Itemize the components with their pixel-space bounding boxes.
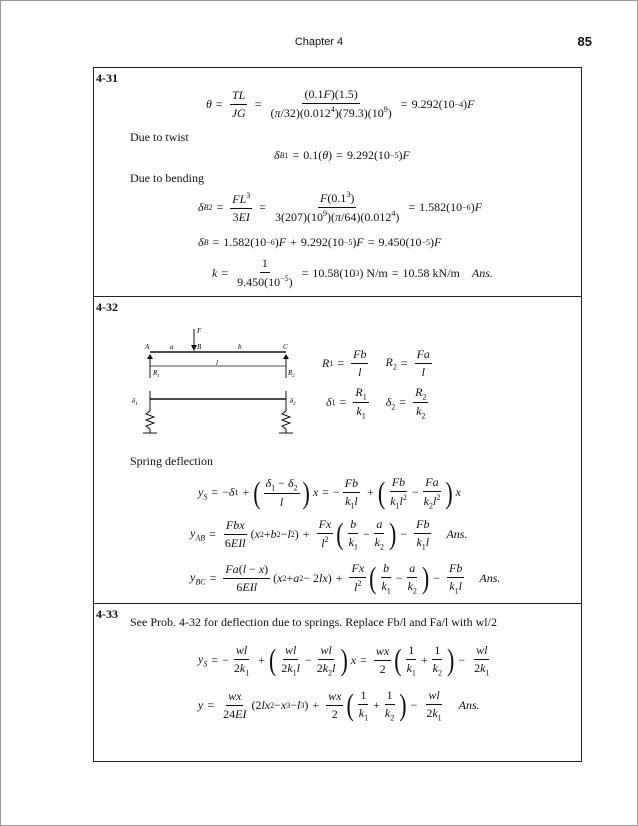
label-delta2: $\delta_2$ bbox=[290, 397, 296, 407]
label-A: A bbox=[145, 343, 150, 351]
beam-spring-figure bbox=[128, 323, 308, 447]
equation-delta-b2: δ B2 = $\frac{FL^3}{3EI}$ = $\frac{F(0.1^3)}{3(207)(10^9)(\pi/64)(0.012^4)}$ = 1.582(10 −6 ) F bbox=[198, 190, 483, 224]
problem-4-32-panel bbox=[93, 296, 582, 604]
equation-ys: $y_S$ = − δ 1 + ( $\frac{\delta_1 - \delta_2}{l}$ ) x = − $\frac{Fb}{k_1l}$ + ( $\frac{Fb}{k_1l^2}$ − $\frac{Fa}{k_2l^2}$ ) x bbox=[198, 474, 461, 511]
problem-4-33-intro: See Prob. 4-32 for deflection due to springs. Replace Fb/l and Fa/l with wl/2 bbox=[130, 615, 497, 629]
label-due-to-twist: Due to twist bbox=[130, 130, 189, 144]
label-C: C bbox=[283, 343, 288, 351]
problem-number: 4-31 bbox=[96, 71, 118, 85]
reaction-arrowhead-r1 bbox=[147, 354, 153, 359]
problem-number: 4-33 bbox=[96, 607, 118, 621]
equation-ybc: $y_{BC}$ = $\frac{Fa(l - x)}{\text{6EIl}}$ ( x 2 + a 2 − 2 lx ) + $\frac{Fx}{l^2}$ ( $\frac{b}{k_1}$ − $\frac{a}{k_2}$ ) − $\frac{Fb}{k_1l}$ Ans. bbox=[190, 559, 501, 596]
equation-reactions: R 1 = $\frac{Fb}{l}$ $R_2$ = $\frac{Fa}{l}$ bbox=[322, 347, 430, 379]
label-due-to-bending: Due to bending bbox=[130, 171, 204, 185]
chapter-header: Chapter 4 bbox=[294, 36, 344, 48]
label-l: l bbox=[216, 359, 218, 367]
equation-ys-uniform: $y_S$ = − $\frac{wl}{2k_1}$ + ( $\frac{wl}{2k_1l}$ − $\frac{wl}{2k_2l}$ ) x = $\frac{wx}{2}$ ( $\frac{1}{k_1}$ + $\frac{1}{k_2}$ ) − $\frac{wl}{2k_1}$ bbox=[198, 641, 490, 678]
problem-4-33-panel bbox=[93, 603, 582, 762]
ans-label: Ans. bbox=[471, 265, 493, 280]
equation-delta-b: δ B = 1.582(10 −6 ) F + 9.292(10 −5 ) F = 9.450(10 −5 ) F bbox=[198, 235, 442, 249]
label-R1: $R_1$ bbox=[153, 369, 160, 379]
label-delta1: $\delta_1$ bbox=[132, 397, 138, 407]
equation-spring-deflections: δ 1 = $\frac{R_1}{k_1}$ $\delta_2$ = $\frac{R_2}{k_2}$ bbox=[326, 385, 427, 421]
equation-delta-b1: δ B1 = 0.1( θ ) = 9.292(10 −5 ) F bbox=[274, 148, 410, 162]
ans-label: Ans. bbox=[458, 697, 480, 712]
equation-theta: θ = $\frac{TL}{JG}$ = $\frac{(0.1F)(1.5)}{(\pi/32)(0.012^4)(79.3)(10^9)}$ = 9.292(10 −4 ) F bbox=[206, 87, 475, 120]
reaction-arrowhead-r2 bbox=[283, 354, 289, 359]
equation-yab: $y_{AB}$ = $\frac{\text{Fbx}}{\text{6EIl}}$ ( x 2 + b 2 − l 2 ) + $\frac{Fx}{l^2}$ ( $\frac{b}{k_1}$ − $\frac{a}{k_2}$ ) − $\frac{Fb}{k_1l}$ Ans. bbox=[190, 515, 468, 552]
label-R2: $R_2$ bbox=[288, 369, 295, 379]
problem-number: 4-32 bbox=[96, 300, 118, 314]
spring-left bbox=[146, 411, 154, 429]
label-a: a bbox=[170, 343, 174, 351]
ans-label: Ans. bbox=[479, 570, 501, 585]
label-F: F bbox=[197, 327, 202, 335]
equation-y-uniform: y = $\frac{wx}{24EI}$ (2 lx 2 − x 3 − l 3 ) + $\frac{wx}{2}$ ( $\frac{1}{k_1}$ + $\frac{1}{k_2}$ ) − $\frac{wl}{2k_1}$ Ans. bbox=[198, 686, 480, 723]
label-spring-deflection: Spring deflection bbox=[130, 454, 213, 468]
ans-label: Ans. bbox=[446, 526, 468, 541]
page-number: 85 bbox=[577, 34, 592, 49]
spring-right bbox=[282, 411, 290, 429]
equation-k: k = $\frac{1}{9.450(10^{-5})}$ = 10.58(10 3 ) N/m = 10.58 kN/m Ans. bbox=[212, 256, 493, 289]
label-b: b bbox=[238, 343, 242, 351]
label-B: B bbox=[197, 343, 202, 351]
problem-4-31-panel bbox=[93, 67, 582, 297]
